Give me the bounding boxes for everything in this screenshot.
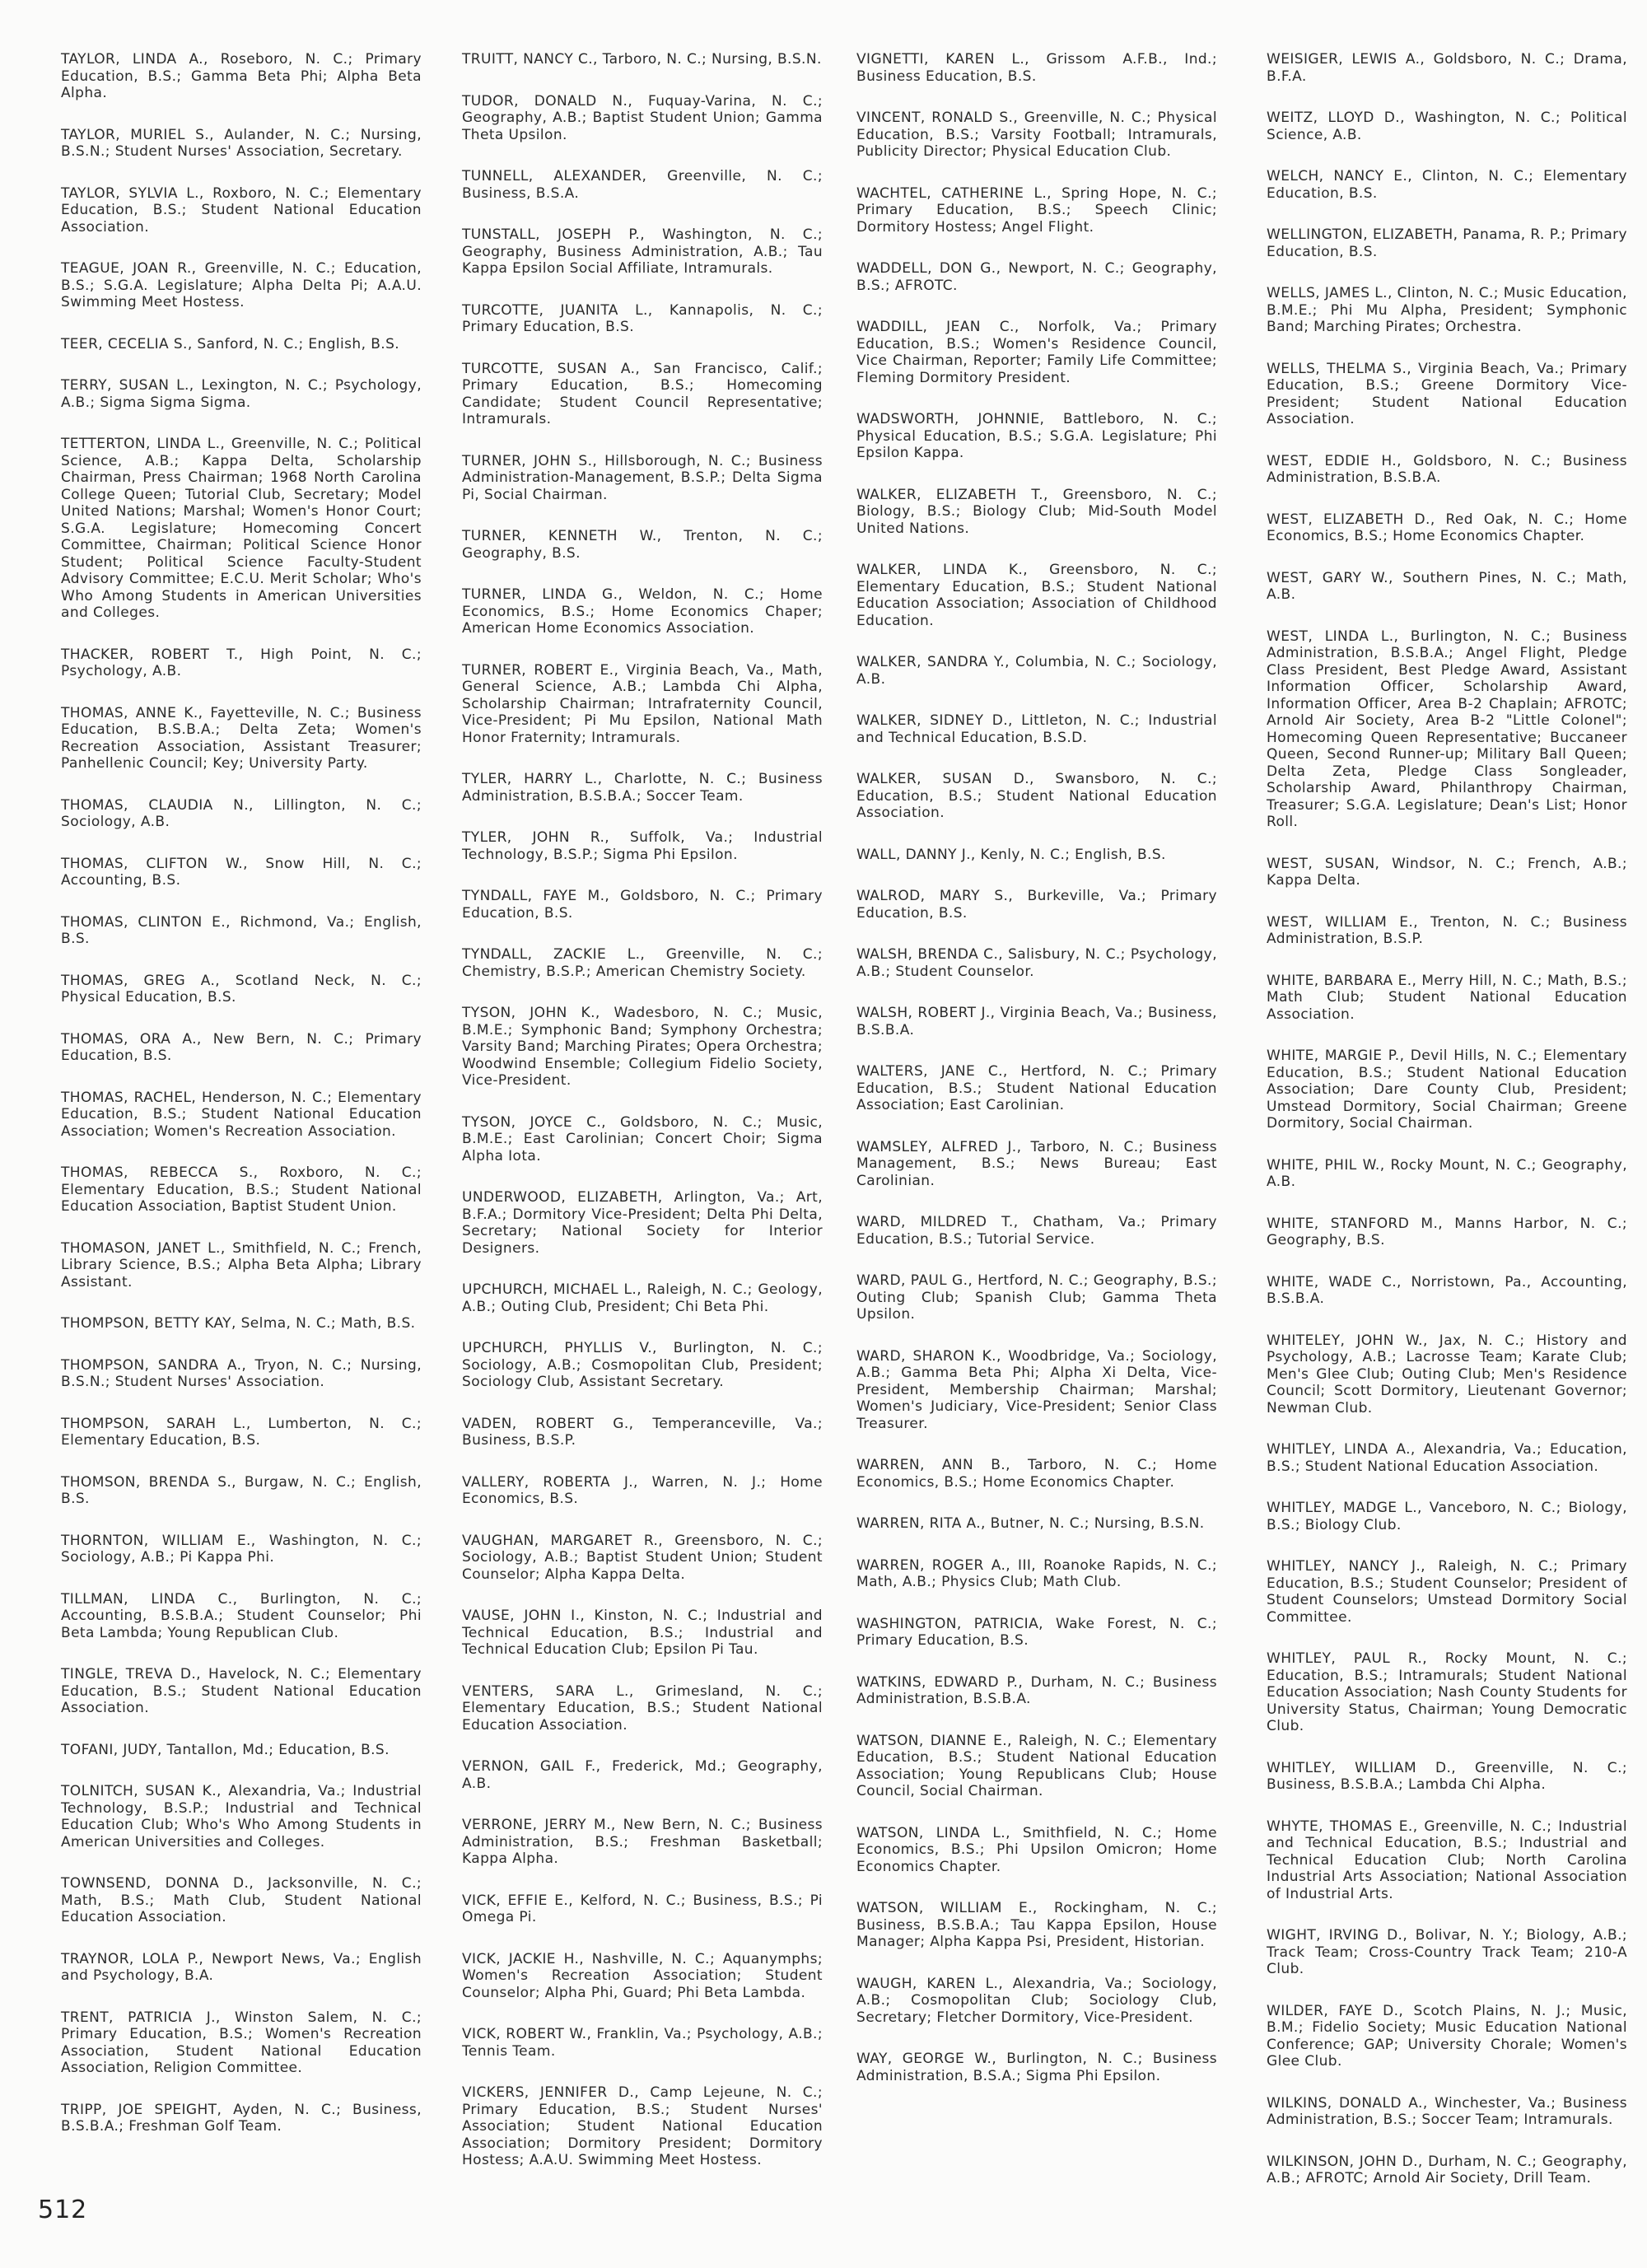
student-entry: TERRY, SUSAN L., Lexington, N. C.; Psychology, A.B.; Sigma Sigma Sigma. xyxy=(61,377,422,411)
student-entry: THORNTON, WILLIAM E., Washington, N. C.; Sociology, A.B.; Pi Kappa Phi. xyxy=(61,1532,422,1566)
student-entry: TYLER, JOHN R., Suffolk, Va.; Industrial Technology, B.S.P.; Sigma Phi Epsilon. xyxy=(462,829,823,863)
student-entry: VAUGHAN, MARGARET R., Greensboro, N. C.; Sociology, A.B.; Baptist Student Union; Student Counselor; Alpha Kappa Delta. xyxy=(462,1532,823,1583)
student-entry: WALTERS, JANE C., Hertford, N. C.; Primary Education, B.S.; Student National Education Association; East Carolinian. xyxy=(856,1063,1217,1113)
student-entry: WATSON, WILLIAM E., Rockingham, N. C.; Business, B.S.B.A.; Tau Kappa Epsilon, House Manager; Alpha Kappa Psi, President, Historian. xyxy=(856,1900,1217,1950)
student-entry: WILKINSON, JOHN D., Durham, N. C.; Geography, A.B.; AFROTC; Arnold Air Society, Drill Team. xyxy=(1267,2153,1627,2186)
student-entry: WHITLEY, MADGE L., Vanceboro, N. C.; Biology, B.S.; Biology Club. xyxy=(1267,1500,1627,1533)
student-entry: WHITE, WADE C., Norristown, Pa., Accounting, B.S.B.A. xyxy=(1267,1273,1627,1307)
student-entry: UPCHURCH, PHYLLIS V., Burlington, N. C.; Sociology, A.B.; Cosmopolitan Club, President; Sociology Club, Assistant Secretary. xyxy=(462,1340,823,1390)
student-entry: WHITE, STANFORD M., Manns Harbor, N. C.; Geography, B.S. xyxy=(1267,1215,1627,1248)
student-entry: UPCHURCH, MICHAEL L., Raleigh, N. C.; Geology, A.B.; Outing Club, President; Chi Beta Phi. xyxy=(462,1281,823,1315)
student-entry: WALSH, ROBERT J., Virginia Beach, Va.; Business, B.S.B.A. xyxy=(856,1005,1217,1038)
student-entry: UNDERWOOD, ELIZABETH, Arlington, Va.; Art, B.F.A.; Dormitory Vice-President; Delta Phi Delta, Secretary; National Society for Interior Designers. xyxy=(462,1189,823,1257)
student-entry: WASHINGTON, PATRICIA, Wake Forest, N. C.; Primary Education, B.S. xyxy=(856,1615,1217,1649)
student-entry: WALKER, SUSAN D., Swansboro, N. C.; Education, B.S.; Student National Education Association. xyxy=(856,771,1217,821)
student-entry: WELLINGTON, ELIZABETH, Panama, R. P.; Primary Education, B.S. xyxy=(1267,226,1627,260)
student-entry: TEAGUE, JOAN R., Greenville, N. C.; Education, B.S.; S.G.A. Legislature; Alpha Delta Pi; A.A.U. Swimming Meet Hostess. xyxy=(61,260,422,310)
student-entry: WEST, EDDIE H., Goldsboro, N. C.; Business Administration, B.S.B.A. xyxy=(1267,452,1627,486)
student-entry: TYNDALL, FAYE M., Goldsboro, N. C.; Primary Education, B.S. xyxy=(462,888,823,922)
student-entry: WHITE, BARBARA E., Merry Hill, N. C.; Math, B.S.; Math Club; Student National Education Association. xyxy=(1267,972,1627,1023)
student-entry: TUNSTALL, JOSEPH P., Washington, N. C.; Geography, Business Administration, A.B.; Tau Kappa Epsilon Social Affiliate, Intramurals. xyxy=(462,226,823,277)
student-entry: VAUSE, JOHN I., Kinston, N. C.; Industrial and Technical Education, B.S.; Industrial and Technical Education Club; Epsilon Pi Tau. xyxy=(462,1608,823,1658)
student-entry: WARREN, RITA A., Butner, N. C.; Nursing, B.S.N. xyxy=(856,1515,1205,1532)
student-entry: WHITELEY, JOHN W., Jax, N. C.; History and Psychology, A.B.; Lacrosse Team; Karate Club; Men's Glee Club; Outing Club; Men's Residence Council; Scott Dormitory, Lieutenant Governor; Newman Club. xyxy=(1267,1332,1627,1416)
student-entry: WALROD, MARY S., Burkeville, Va.; Primary Education, B.S. xyxy=(856,888,1217,922)
student-entry: THOMSON, BRENDA S., Burgaw, N. C.; English, B.S. xyxy=(61,1473,422,1507)
student-entry: WAMSLEY, ALFRED J., Tarboro, N. C.; Business Management, B.S.; News Bureau; East Carolinian. xyxy=(856,1138,1217,1189)
student-entry: VICK, JACKIE H., Nashville, N. C.; Aquanymphs; Women's Recreation Association; Student Counselor; Alpha Phi, Guard; Phi Beta Lambda. xyxy=(462,1950,823,2001)
student-entry: THOMPSON, BETTY KAY, Selma, N. C.; Math, B.S. xyxy=(61,1315,416,1332)
student-entry: WEITZ, LLOYD D., Washington, N. C.; Political Science, A.B. xyxy=(1267,110,1627,143)
student-entry: WAUGH, KAREN L., Alexandria, Va.; Sociology, A.B.; Cosmopolitan Club; Sociology Club, Secretary; Fletcher Dormitory, Vice-President. xyxy=(856,1975,1217,2026)
student-entry: VENTERS, SARA L., Grimesland, N. C.; Elementary Education, B.S.; Student National Education Association. xyxy=(462,1682,823,1734)
student-entry: TEER, CECELIA S., Sanford, N. C.; English, B.S. xyxy=(61,335,400,352)
student-entry: WACHTEL, CATHERINE L., Spring Hope, N. C.; Primary Education, B.S.; Speech Clinic; Dormitory Hostess; Angel Flight. xyxy=(856,184,1217,236)
student-entry: WHYTE, THOMAS E., Greenville, N. C.; Industrial and Technical Education, B.S.; Industrial and Technical Education Club; North Carolina Industrial Arts Association; National Association of Industrial Arts. xyxy=(1267,1818,1627,1902)
student-entry: WEST, WILLIAM E., Trenton, N. C.; Business Administration, B.S.P. xyxy=(1267,913,1627,947)
student-entry: VICK, EFFIE E., Kelford, N. C.; Business, B.S.; Pi Omega Pi. xyxy=(462,1892,823,1925)
student-entry: WHITLEY, NANCY J., Raleigh, N. C.; Primary Education, B.S.; Student Counselor; President of Student Counselors; Umstead Dormitory Social Committee. xyxy=(1267,1558,1627,1626)
student-entry: WARREN, ROGER A., III, Roanoke Rapids, N. C.; Math, A.B.; Physics Club; Math Club. xyxy=(856,1556,1217,1590)
student-entry: WADSWORTH, JOHNNIE, Battleboro, N. C.; Physical Education, B.S.; S.G.A. Legislature; Phi Epsilon Kappa. xyxy=(856,411,1217,461)
student-entry: TURCOTTE, SUSAN A., San Francisco, Calif.; Primary Education, B.S.; Homecoming Candidate; Student Council Representative; Intramurals. xyxy=(462,360,823,427)
student-entry: TUDOR, DONALD N., Fuquay-Varina, N. C.; Geography, A.B.; Baptist Student Union; Gamma Theta Upsilon. xyxy=(462,92,823,143)
student-entry: WEST, SUSAN, Windsor, N. C.; French, A.B.; Kappa Delta. xyxy=(1267,855,1627,889)
student-entry: TYSON, JOHN K., Wadesboro, N. C.; Music, B.M.E.; Symphonic Band; Symphony Orchestra; Varsity Band; Marching Pirates; Opera Orchestra; Woodwind Ensemble; Collegium Fidelio Society, Vice-President. xyxy=(462,1005,823,1089)
student-entry: TOLNITCH, SUSAN K., Alexandria, Va.; Industrial Technology, B.S.P.; Industrial and Technical Education Club; Who's Who Among Students in American Universities and Colleges. xyxy=(61,1783,422,1850)
student-entry: TYNDALL, ZACKIE L., Greenville, N. C.; Chemistry, B.S.P.; American Chemistry Society. xyxy=(462,946,823,980)
student-entry: THOMAS, CLINTON E., Richmond, Va.; English, B.S. xyxy=(61,913,422,947)
student-entry: TURCOTTE, JUANITA L., Kannapolis, N. C.; Primary Education, B.S. xyxy=(462,301,823,335)
column-4 xyxy=(1267,51,1627,2212)
student-entry: WELCH, NANCY E., Clinton, N. C.; Elementary Education, B.S. xyxy=(1267,168,1627,202)
student-entry: THOMASON, JANET L., Smithfield, N. C.; French, Library Science, B.S.; Alpha Beta Alpha; Library Assistant. xyxy=(61,1239,422,1290)
student-entry: THACKER, ROBERT T., High Point, N. C.; Psychology, A.B. xyxy=(61,646,422,679)
student-entry: VADEN, ROBERT G., Temperanceville, Va.; Business, B.S.P. xyxy=(462,1415,823,1449)
student-entry: WILKINS, DONALD A., Winchester, Va.; Business Administration, B.S.; Soccer Team; Intramurals. xyxy=(1267,2094,1627,2128)
student-entry: WIGHT, IRVING D., Bolivar, N. Y.; Biology, A.B.; Track Team; Cross-Country Track Team; 210-A Club. xyxy=(1267,1927,1627,1977)
student-entry: TAYLOR, LINDA A., Roseboro, N. C.; Primary Education, B.S.; Gamma Beta Phi; Alpha Beta Alpha. xyxy=(61,51,422,101)
student-entry: VALLERY, ROBERTA J., Warren, N. J.; Home Economics, B.S. xyxy=(462,1473,823,1507)
student-entry: WARREN, ANN B., Tarboro, N. C.; Home Economics, B.S.; Home Economics Chapter. xyxy=(856,1457,1217,1491)
student-entry: WALKER, ELIZABETH T., Greensboro, N. C.; Biology, B.S.; Biology Club; Mid-South Model United Nations. xyxy=(856,486,1217,537)
student-entry: WEST, ELIZABETH D., Red Oak, N. C.; Home Economics, B.S.; Home Economics Chapter. xyxy=(1267,511,1627,544)
student-entry: VICK, ROBERT W., Franklin, Va.; Psychology, A.B.; Tennis Team. xyxy=(462,2026,823,2060)
student-entry: TRIPP, JOE SPEIGHT, Ayden, N. C.; Business, B.S.B.A.; Freshman Golf Team. xyxy=(61,2101,422,2135)
student-entry: TUNNELL, ALEXANDER, Greenville, N. C.; Business, B.S.A. xyxy=(462,168,823,202)
student-entry: TETTERTON, LINDA L., Greenville, N. C.; Political Science, A.B.; Kappa Delta, Scholarship Chairman, Press Chairman; 1968 North Carolina College Queen; Tutorial Club, Secretary; Model United Nations; Marshal; Women's Honor Court; S.G.A. Legislature; Homecoming Concert Committee, Chairman; Political Science Honor Student; Political Science Faculty-Student Advisory Committee; E.C.U. Merit Scholar; Who's Who Among Students in American Universities and Colleges. xyxy=(61,436,422,621)
student-entry: TYSON, JOYCE C., Goldsboro, N. C.; Music, B.M.E.; East Carolinian; Concert Choir; Sigma Alpha Iota. xyxy=(462,1113,823,1164)
student-entry: WELLS, THELMA S., Virginia Beach, Va.; Primary Education, B.S.; Greene Dormitory Vice-President; Student National Education Association. xyxy=(1267,360,1627,427)
student-entry: WILDER, FAYE D., Scotch Plains, N. J.; Music, B.M.; Fidelio Society; Music Education National Conference; GAP; University Chorale; Women's Glee Club. xyxy=(1267,2002,1627,2070)
student-entry: TURNER, ROBERT E., Virginia Beach, Va., Math, General Science, A.B.; Lambda Chi Alpha, Scholarship Chairman; Intrafraternity Council, Vice-President; Pi Mu Epsilon, National Math Honor Fraternity; Intramurals. xyxy=(462,661,823,746)
student-entry: WALKER, LINDA K., Greensboro, N. C.; Elementary Education, B.S.; Student National Education Association; Association of Childhood Education. xyxy=(856,562,1217,629)
student-entry: WEST, LINDA L., Burlington, N. C.; Business Administration, B.S.B.A.; Angel Flight, Pledge Class President, Best Pledge Award, Assistant Information Officer, Scholarship Award, Information Officer, Area B-2 Chaplain; AFROTC; Arnold Air Society, Area B-2 "Little Colonel"; Homecoming Queen Representative; Buccaneer Queen, Second Runner-up; Military Ball Queen; Delta Zeta, Pledge Class Songleader, Scholarship Award, Philanthropy Chairman, Treasurer; S.G.A. Legislature; Dean's List; Honor Roll. xyxy=(1267,628,1627,830)
student-entry: THOMAS, ORA A., New Bern, N. C.; Primary Education, B.S. xyxy=(61,1030,422,1064)
student-entry: WALKER, SIDNEY D., Littleton, N. C.; Industrial and Technical Education, B.S.D. xyxy=(856,712,1217,746)
student-entry: VIGNETTI, KAREN L., Grissom A.F.B., Ind.; Business Education, B.S. xyxy=(856,51,1217,85)
student-entry: THOMAS, CLIFTON W., Snow Hill, N. C.; Accounting, B.S. xyxy=(61,855,422,889)
student-entry: TAYLOR, MURIEL S., Aulander, N. C.; Nursing, B.S.N.; Student Nurses' Association, Secretary. xyxy=(61,126,422,160)
student-entry: WALL, DANNY J., Kenly, N. C.; English, B.S. xyxy=(856,846,1166,863)
student-entry: TYLER, HARRY L., Charlotte, N. C.; Business Administration, B.S.B.A.; Soccer Team. xyxy=(462,771,823,805)
student-entry: WHITE, MARGIE P., Devil Hills, N. C.; Elementary Education, B.S.; Student National Education Association; Dare County Club, President; Umstead Dormitory, Social Chairman; Greene Dormitory, Social Chairman. xyxy=(1267,1048,1627,1132)
student-entry: THOMAS, CLAUDIA N., Lillington, N. C.; Sociology, A.B. xyxy=(61,796,422,830)
student-entry: TOWNSEND, DONNA D., Jacksonville, N. C.; Math, B.S.; Math Club, Student National Education Association. xyxy=(61,1875,422,1925)
student-entry: WATSON, DIANNE E., Raleigh, N. C.; Elementary Education, B.S.; Student National Education Association; Young Republicans Club; House Council, Social Chairman. xyxy=(856,1732,1217,1799)
student-entry: WADDELL, DON G., Newport, N. C.; Geography, B.S.; AFROTC. xyxy=(856,260,1217,294)
student-entry: WARD, PAUL G., Hertford, N. C.; Geography, B.S.; Outing Club; Spanish Club; Gamma Theta Upsilon. xyxy=(856,1272,1217,1323)
student-entry: THOMPSON, SANDRA A., Tryon, N. C.; Nursing, B.S.N.; Student Nurses' Association. xyxy=(61,1356,422,1390)
student-entry: TOFANI, JUDY, Tantallon, Md.; Education, B.S. xyxy=(61,1741,390,1758)
student-entry: WELLS, JAMES L., Clinton, N. C.; Music Education, B.M.E.; Phi Mu Alpha, President; Symphonic Band; Marching Pirates; Orchestra. xyxy=(1267,285,1627,335)
student-entry: TURNER, JOHN S., Hillsborough, N. C.; Business Administration-Management, B.S.P.; Delta Sigma Pi, Social Chairman. xyxy=(462,452,823,503)
student-entry: VICKERS, JENNIFER D., Camp Lejeune, N. C.; Primary Education, B.S.; Student Nurses' Association; Student National Education Association; Dormitory President; Dormitory Hostess; A.A.U. Swimming Meet Hostess. xyxy=(462,2084,823,2168)
student-entry: WATKINS, EDWARD P., Durham, N. C.; Business Administration, B.S.B.A. xyxy=(856,1673,1217,1707)
student-entry: VINCENT, RONALD S., Greenville, N. C.; Physical Education, B.S.; Varsity Football; Intramurals, Publicity Director; Physical Education Club. xyxy=(856,110,1217,160)
student-entry: TINGLE, TREVA D., Havelock, N. C.; Elementary Education, B.S.; Student National Education Association. xyxy=(61,1666,422,1716)
student-entry: TURNER, LINDA G., Weldon, N. C.; Home Economics, B.S.; Home Economics Chaper; American Home Economics Association. xyxy=(462,586,823,637)
student-entry: TRAYNOR, LOLA P., Newport News, Va.; English and Psychology, B.A. xyxy=(61,1950,422,1984)
student-entry: TRENT, PATRICIA J., Winston Salem, N. C.; Primary Education, B.S.; Women's Recreation Association, Student National Education Association, Religion Committee. xyxy=(61,2009,422,2076)
student-entry: THOMAS, RACHEL, Henderson, N. C.; Elementary Education, B.S.; Student National Education Association; Women's Recreation Association. xyxy=(61,1089,422,1140)
student-entry: WARD, SHARON K., Woodbridge, Va.; Sociology, A.B.; Gamma Beta Phi; Alpha Xi Delta, Vice-President, Membership Chairman; Marshal; Women's Judiciary, Vice-President; Senior Class Treasurer. xyxy=(856,1347,1217,1432)
student-entry: THOMAS, GREG A., Scotland Neck, N. C.; Physical Education, B.S. xyxy=(61,972,422,1006)
student-entry: WARD, MILDRED T., Chatham, Va.; Primary Education, B.S.; Tutorial Service. xyxy=(856,1214,1217,1248)
student-entry: THOMAS, ANNE K., Fayetteville, N. C.; Business Education, B.S.B.A.; Delta Zeta; Women's Recreation Association, Assistant Treasurer; Panhellenic Council; Key; University Party. xyxy=(61,704,422,772)
student-entry: WHITE, PHIL W., Rocky Mount, N. C.; Geography, A.B. xyxy=(1267,1156,1627,1190)
student-entry: WALSH, BRENDA C., Salisbury, N. C.; Psychology, A.B.; Student Counselor. xyxy=(856,946,1217,980)
student-entry: WHITLEY, LINDA A., Alexandria, Va.; Education, B.S.; Student National Education Association. xyxy=(1267,1441,1627,1475)
student-entry: TILLMAN, LINDA C., Burlington, N. C.; Accounting, B.S.B.A.; Student Counselor; Phi Beta Lambda; Young Republican Club. xyxy=(61,1590,422,1641)
student-entry: WHITLEY, WILLIAM D., Greenville, N. C.; Business, B.S.B.A.; Lambda Chi Alpha. xyxy=(1267,1759,1627,1793)
student-entry: TRUITT, NANCY C., Tarboro, N. C.; Nursing, B.S.N. xyxy=(462,51,822,68)
student-entry: THOMPSON, SARAH L., Lumberton, N. C.; Elementary Education, B.S. xyxy=(61,1415,422,1449)
student-entry: WALKER, SANDRA Y., Columbia, N. C.; Sociology, A.B. xyxy=(856,654,1217,688)
student-entry: WAY, GEORGE W., Burlington, N. C.; Business Administration, B.S.A.; Sigma Phi Epsilon. xyxy=(856,2051,1217,2084)
student-entry: WHITLEY, PAUL R., Rocky Mount, N. C.; Education, B.S.; Intramurals; Student National Education Association; Nash County Students for University Status, Chairman; Young Democratic Club. xyxy=(1267,1650,1627,1734)
student-entry: WADDILL, JEAN C., Norfolk, Va.; Primary Education, B.S.; Women's Residence Council, Vice Chairman, Reporter; Family Life Committee; Fleming Dormitory President. xyxy=(856,319,1217,386)
column-1 xyxy=(61,51,422,2160)
column-3 xyxy=(856,51,1217,2109)
student-entry: VERNON, GAIL F., Frederick, Md.; Geography, A.B. xyxy=(462,1758,823,1792)
student-entry: WEST, GARY W., Southern Pines, N. C.; Math, A.B. xyxy=(1267,569,1627,603)
student-entry: WEISIGER, LEWIS A., Goldsboro, N. C.; Drama, B.F.A. xyxy=(1267,51,1627,85)
student-entry: WATSON, LINDA L., Smithfield, N. C.; Home Economics, B.S.; Phi Upsilon Omicron; Home Economics Chapter. xyxy=(856,1824,1217,1875)
student-entry: TAYLOR, SYLVIA L., Roxboro, N. C.; Elementary Education, B.S.; Student National Education Association. xyxy=(61,184,422,236)
student-entry: THOMAS, REBECCA S., Roxboro, N. C.; Elementary Education, B.S.; Student National Education Association, Baptist Student Union. xyxy=(61,1164,422,1215)
page-number: 512 xyxy=(38,2196,88,2224)
student-entry: VERRONE, JERRY M., New Bern, N. C.; Business Administration, B.S.; Freshman Basketball; Kappa Alpha. xyxy=(462,1817,823,1867)
student-entry: TURNER, KENNETH W., Trenton, N. C.; Geography, B.S. xyxy=(462,528,823,562)
column-2 xyxy=(462,51,823,2194)
